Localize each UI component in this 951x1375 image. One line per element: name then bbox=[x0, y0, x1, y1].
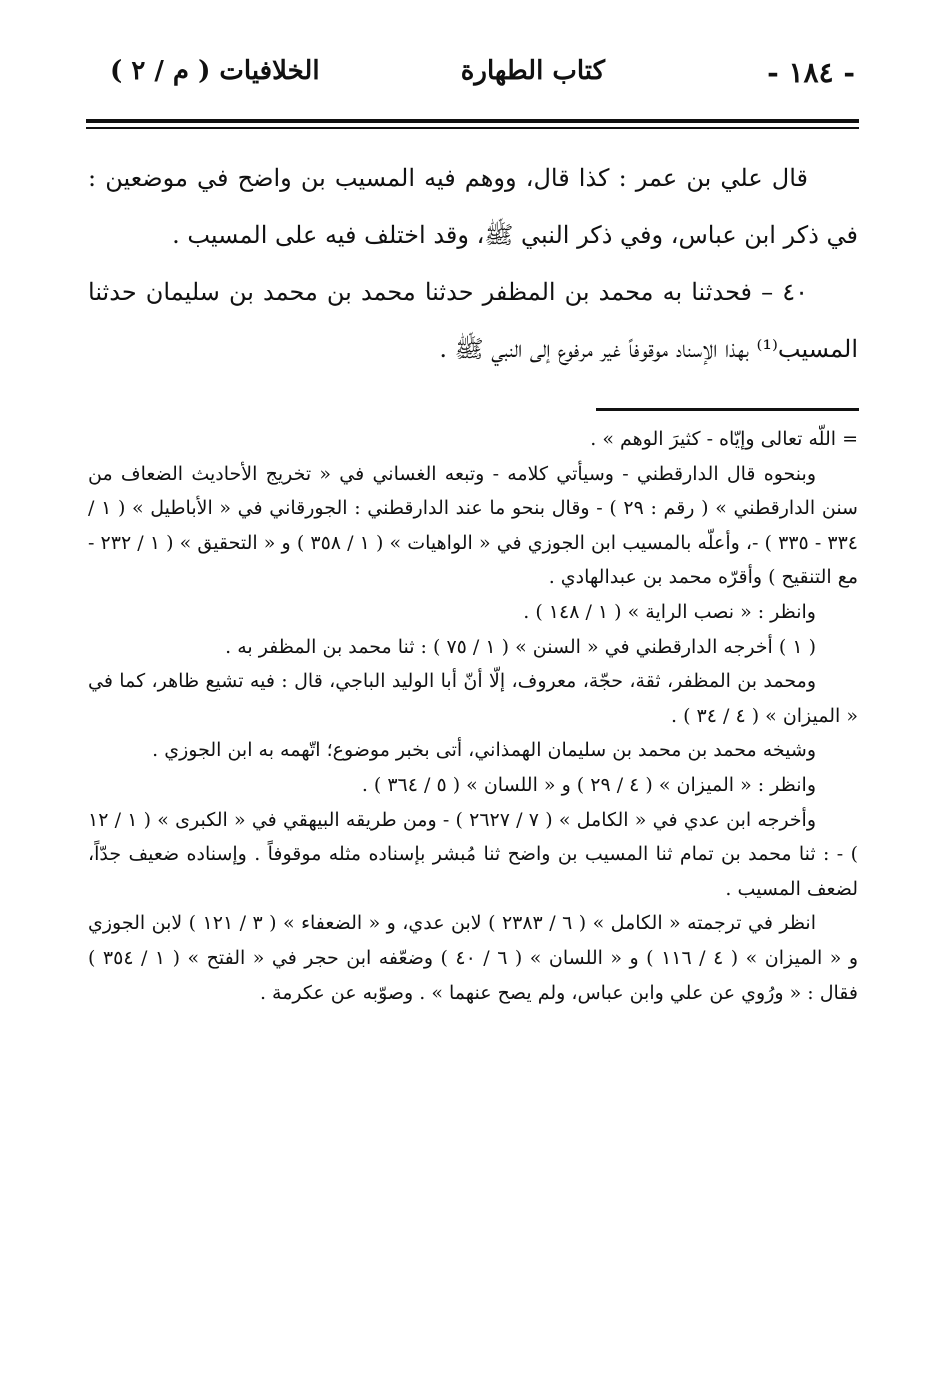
footnote-continuation: = اللّه تعالى وإيّاه - كثيرَ الوهم » . bbox=[590, 428, 858, 450]
footnote-1: ( ١ ) أخرجه الدارقطني في « السنن » ( ١ / ٧٥ ) : ثنا محمد بن المظفر به . bbox=[225, 635, 816, 658]
footnote-paragraph: انظر في ترجمته « الكامل » ( ٦ / ٢٣٨٣ ) لابن عدي، و « الضعفاء » ( ٣ / ١٢١ ) لابن الجوزي و « الميزان » ( ٤ / ١١٦ ) و « اللسان » ( ٦ / ٤٠ ) وضعّفه ابن حجر في « الفتح » ( ١ / ٣٥٤ ) فقال : « ورُوي عن علي وابن عباس، ولم يصح عنهما » . وصوّبه عن عكرمة . bbox=[88, 912, 859, 1004]
header-rule-thick bbox=[86, 119, 859, 123]
book-title: كتاب الطهارة bbox=[460, 56, 605, 86]
footnote-paragraph: ومحمد بن المظفر، ثقة، حجّة، معروف، إلّا أنّ أبا الوليد الباجي، قال : فيه تشيع ظاهر، كما في « الميزان » ( ٤ / ٣٤ ) . bbox=[88, 670, 858, 727]
page-header bbox=[88, 52, 863, 96]
footnote-separator bbox=[596, 408, 859, 411]
footnote-paragraph: وأخرجه ابن عدي في « الكامل » ( ٧ / ٢٦٢٧ ) - ومن طريقه البيهقي في « الكبرى » ( ١ / ١٢ ) - : ثنا محمد بن تمام ثنا المسيب بن واضح ثنا مُبشر بإسناده مثله موقوفاً . وإسناده ضعيف جدّاً، لضعف المسيب . bbox=[88, 808, 858, 900]
body-paragraph-1: قال علي بن عمر : كذا قال، ووهم فيه المسيب بن واضح في موضعين : في ذكر ابن عباس، وفي ذكر النبي ﷺ، وقد اختلف فيه على المسيب . bbox=[88, 164, 858, 249]
footnotes bbox=[88, 422, 858, 1010]
main-text bbox=[88, 150, 858, 378]
footnote-paragraph: وانظر : « نصب الراية » ( ١ / ١٤٨ ) . bbox=[523, 600, 816, 623]
header-rule-thin bbox=[86, 127, 859, 129]
footnote-paragraph: وبنحوه قال الدارقطني - وسيأتي كلامه - وتبعه الغساني في « تخريج الأحاديث الضعاف من سنن الدارقطني » ( رقم : ٢٩ ) - وقال بنحو ما عند الدارقطني : الجورقاني في « الأباطيل » ( ١ / ٣٣٤ - ٣٣٥ ) -، وأعلّه بالمسيب ابن الجوزي في « الواهيات » ( ١ / ٣٥٨ ) و « التحقيق » ( ١ / ٢٣٢ - مع التنقيح ) وأقرّه محمد بن عبدالهادي . bbox=[88, 462, 858, 589]
page-number: - ١٨٤ - bbox=[767, 56, 855, 89]
footnote-paragraph: وانظر : « الميزان » ( ٤ / ٢٩ ) و « اللسان » ( ٥ / ٣٦٤ ) . bbox=[361, 773, 816, 796]
footnote-paragraph: وشيخه محمد بن محمد بن سليمان الهمذاني، أتى بخبر موضوع؛ اتّهمه به ابن الجوزي . bbox=[152, 739, 816, 762]
body-paragraph-2: ٤٠ – فحدثنا به محمد بن المظفر حدثنا محمد بن محمد بن سليمان حدثنا المسيب⁽¹⁾ بهذا الإسناد موقوفاً غير مرفوع إلى النبي ﷺ . bbox=[88, 278, 858, 363]
volume-label: الخلافيات ( م / ٢ ) bbox=[110, 56, 320, 86]
